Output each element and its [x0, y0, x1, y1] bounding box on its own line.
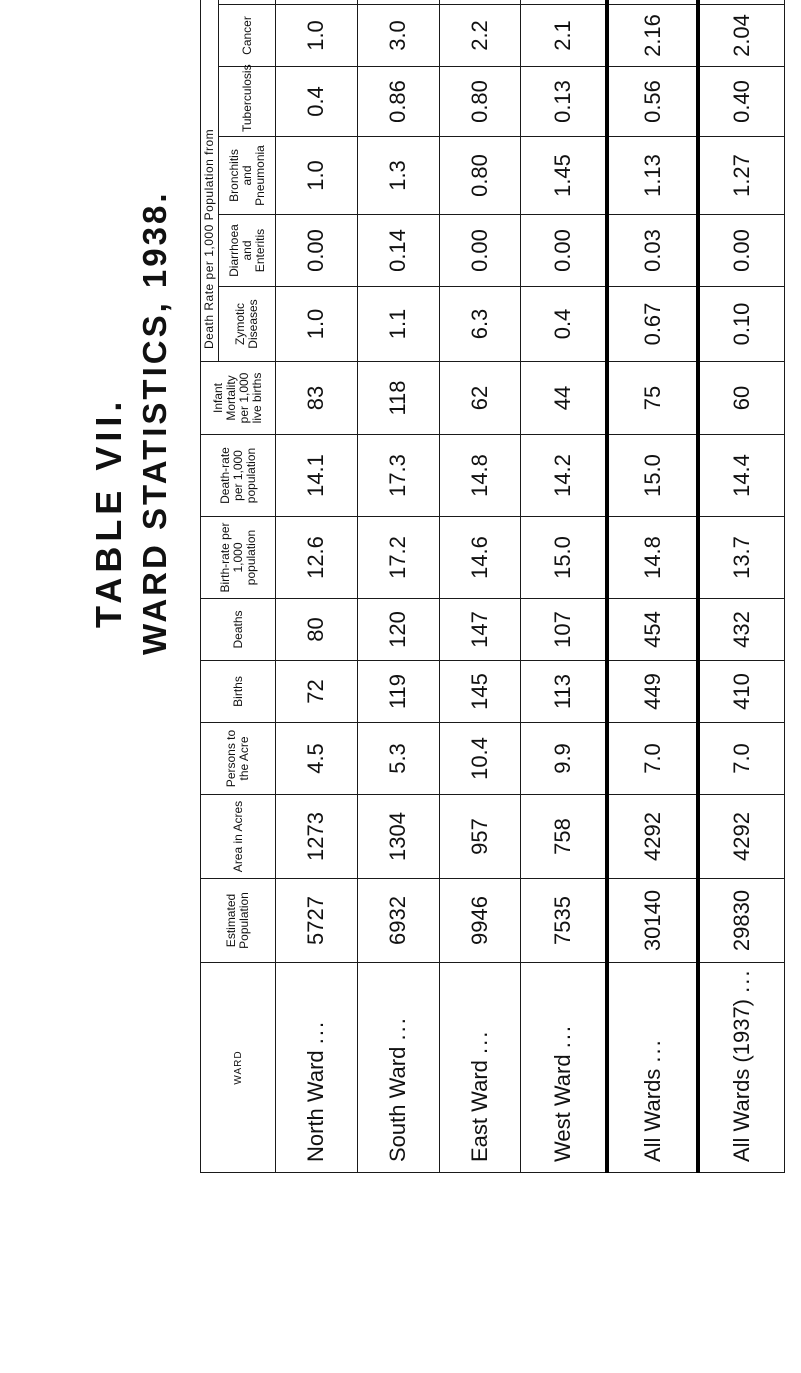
ward-cell	[439, 963, 521, 1173]
value-cell: 1273	[276, 795, 358, 879]
value-cell: 1.0	[276, 287, 358, 362]
value-cell: 72	[276, 661, 358, 723]
page-subtitle: WARD STATISTICS, 1938.	[136, 190, 173, 655]
column-header-births: Births	[201, 661, 276, 723]
value-cell: 13.7	[698, 517, 784, 599]
value-cell: 454	[607, 599, 698, 661]
table-row	[439, 0, 521, 1173]
column-header-persons-per-acre: Persons to the Acre	[201, 723, 276, 795]
value-cell: 17.2	[357, 517, 439, 599]
ward-cell	[357, 963, 439, 1173]
value-cell: 5.3	[357, 723, 439, 795]
ward-name: North Ward	[303, 1050, 329, 1162]
value-cell: 1.0	[276, 137, 358, 215]
leader-dots: ...	[466, 1029, 492, 1054]
value-cell: 1.13	[607, 137, 698, 215]
column-header-estimated-population: Estimated Population	[201, 879, 276, 963]
value-cell: 107	[521, 599, 607, 661]
value-cell: 6.3	[439, 287, 521, 362]
leader-dots: ...	[550, 1023, 576, 1049]
value-cell: 2.1	[521, 5, 607, 67]
leader-dots: ...	[729, 968, 755, 993]
value-cell: 432	[698, 599, 784, 661]
value-cell: 0.4	[521, 287, 607, 362]
value-cell: 4292	[607, 795, 698, 879]
value-cell: 14.1	[276, 435, 358, 517]
value-cell: 2.2	[439, 5, 521, 67]
value-cell: 83	[276, 362, 358, 435]
page-title: TABLE VII.	[88, 396, 129, 628]
value-cell: 113	[521, 661, 607, 723]
column-header-cancer: Cancer	[219, 5, 276, 67]
value-cell: 1.1	[357, 287, 439, 362]
table-row	[357, 0, 439, 1173]
table-body	[276, 0, 785, 1173]
value-cell: 0.13	[521, 67, 607, 137]
value-cell: 6932	[357, 879, 439, 963]
leader-dots: ...	[385, 1016, 411, 1041]
value-cell: 758	[521, 795, 607, 879]
value-cell: 14.2	[521, 435, 607, 517]
table-row-total	[607, 0, 698, 1173]
value-cell: 14.6	[439, 517, 521, 599]
value-cell: 4.5	[276, 723, 358, 795]
column-header-zymotic: Zymotic Diseases	[219, 287, 276, 362]
leader-dots: ...	[639, 1038, 665, 1063]
value-cell: 0.86	[357, 67, 439, 137]
value-cell: 14.8	[607, 517, 698, 599]
column-header-heart	[219, 0, 276, 5]
value-cell: 15.0	[521, 517, 607, 599]
column-header-bronchitis: Bronchitis and Pneumonia	[219, 137, 276, 215]
value-cell: 30140	[607, 879, 698, 963]
value-cell: 80	[276, 599, 358, 661]
value-cell	[698, 0, 784, 5]
ward-name: All Wards (1937)	[729, 998, 755, 1162]
column-header-birth-rate: Birth-rate per 1,000 population	[201, 517, 276, 599]
value-cell: 29830	[698, 879, 784, 963]
ward-name: South Ward	[385, 1046, 411, 1162]
ward-statistics-table	[200, 0, 785, 1173]
column-header-diarrhoea: Diarrhoea and Enteritis	[219, 215, 276, 287]
column-header-death-rate: Death-rate per 1,000 population	[201, 435, 276, 517]
value-cell: 0.80	[439, 67, 521, 137]
value-cell: 7535	[521, 879, 607, 963]
value-cell: 12.6	[276, 517, 358, 599]
ward-cell	[698, 963, 784, 1173]
value-cell: 147	[439, 599, 521, 661]
value-cell: 0.40	[698, 67, 784, 137]
value-cell	[357, 0, 439, 5]
value-cell: 0.56	[607, 67, 698, 137]
value-cell: 2.16	[607, 5, 698, 67]
table-row	[521, 0, 607, 1173]
column-header-ward: WARD	[201, 963, 276, 1173]
value-cell: 14.8	[439, 435, 521, 517]
value-cell: 0.80	[439, 137, 521, 215]
ward-name: West Ward	[550, 1054, 576, 1162]
value-cell: 14.4	[698, 435, 784, 517]
ward-name: All Wards	[639, 1068, 665, 1162]
value-cell: 0.00	[276, 215, 358, 287]
value-cell: 4292	[698, 795, 784, 879]
column-header-deaths: Deaths	[201, 599, 276, 661]
value-cell: 1304	[357, 795, 439, 879]
value-cell: 9946	[439, 879, 521, 963]
value-cell: 10.4	[439, 723, 521, 795]
value-cell: 5727	[276, 879, 358, 963]
ward-cell	[276, 963, 358, 1173]
value-cell	[439, 0, 521, 5]
column-group-header-death-rate-causes: Death Rate per 1,000 Population from	[201, 0, 219, 362]
value-cell: 449	[607, 661, 698, 723]
value-cell: 0.4	[276, 67, 358, 137]
value-cell: 44	[521, 362, 607, 435]
value-cell: 2.04	[698, 5, 784, 67]
value-cell: 3.0	[357, 5, 439, 67]
title-area	[0, 0, 200, 680]
value-cell: 17.3	[357, 435, 439, 517]
value-cell: 0.00	[521, 215, 607, 287]
column-header-area: Area in Acres	[201, 795, 276, 879]
ward-name: East Ward	[466, 1060, 492, 1162]
value-cell: 1.27	[698, 137, 784, 215]
value-cell: 9.9	[521, 723, 607, 795]
column-header-tuberculosis: Tuberculosis	[219, 67, 276, 137]
value-cell: 120	[357, 599, 439, 661]
value-cell: 0.10	[698, 287, 784, 362]
value-cell: 0.67	[607, 287, 698, 362]
value-cell: 0.00	[698, 215, 784, 287]
ward-cell	[521, 963, 607, 1173]
value-cell	[521, 0, 607, 5]
value-cell: 60	[698, 362, 784, 435]
value-cell: 1.45	[521, 137, 607, 215]
value-cell: 75	[607, 362, 698, 435]
value-cell: 0.03	[607, 215, 698, 287]
ward-statistics-table-wrapper	[200, 8, 785, 1173]
leader-dots: ...	[303, 1019, 329, 1045]
value-cell: 7.0	[607, 723, 698, 795]
value-cell: 1.0	[276, 5, 358, 67]
value-cell	[276, 0, 358, 5]
value-cell	[607, 0, 698, 5]
value-cell: 410	[698, 661, 784, 723]
value-cell: 0.00	[439, 215, 521, 287]
table-row-previous-year	[698, 0, 784, 1173]
value-cell: 118	[357, 362, 439, 435]
header-row	[201, 0, 219, 1173]
value-cell: 7.0	[698, 723, 784, 795]
table-row	[276, 0, 358, 1173]
value-cell: 15.0	[607, 435, 698, 517]
value-cell: 957	[439, 795, 521, 879]
column-header-infant-mortality: Infant Mortality per 1,000 live births	[201, 362, 276, 435]
value-cell: 62	[439, 362, 521, 435]
value-cell: 119	[357, 661, 439, 723]
ward-cell	[607, 963, 698, 1173]
value-cell: 145	[439, 661, 521, 723]
value-cell: 1.3	[357, 137, 439, 215]
value-cell: 0.14	[357, 215, 439, 287]
